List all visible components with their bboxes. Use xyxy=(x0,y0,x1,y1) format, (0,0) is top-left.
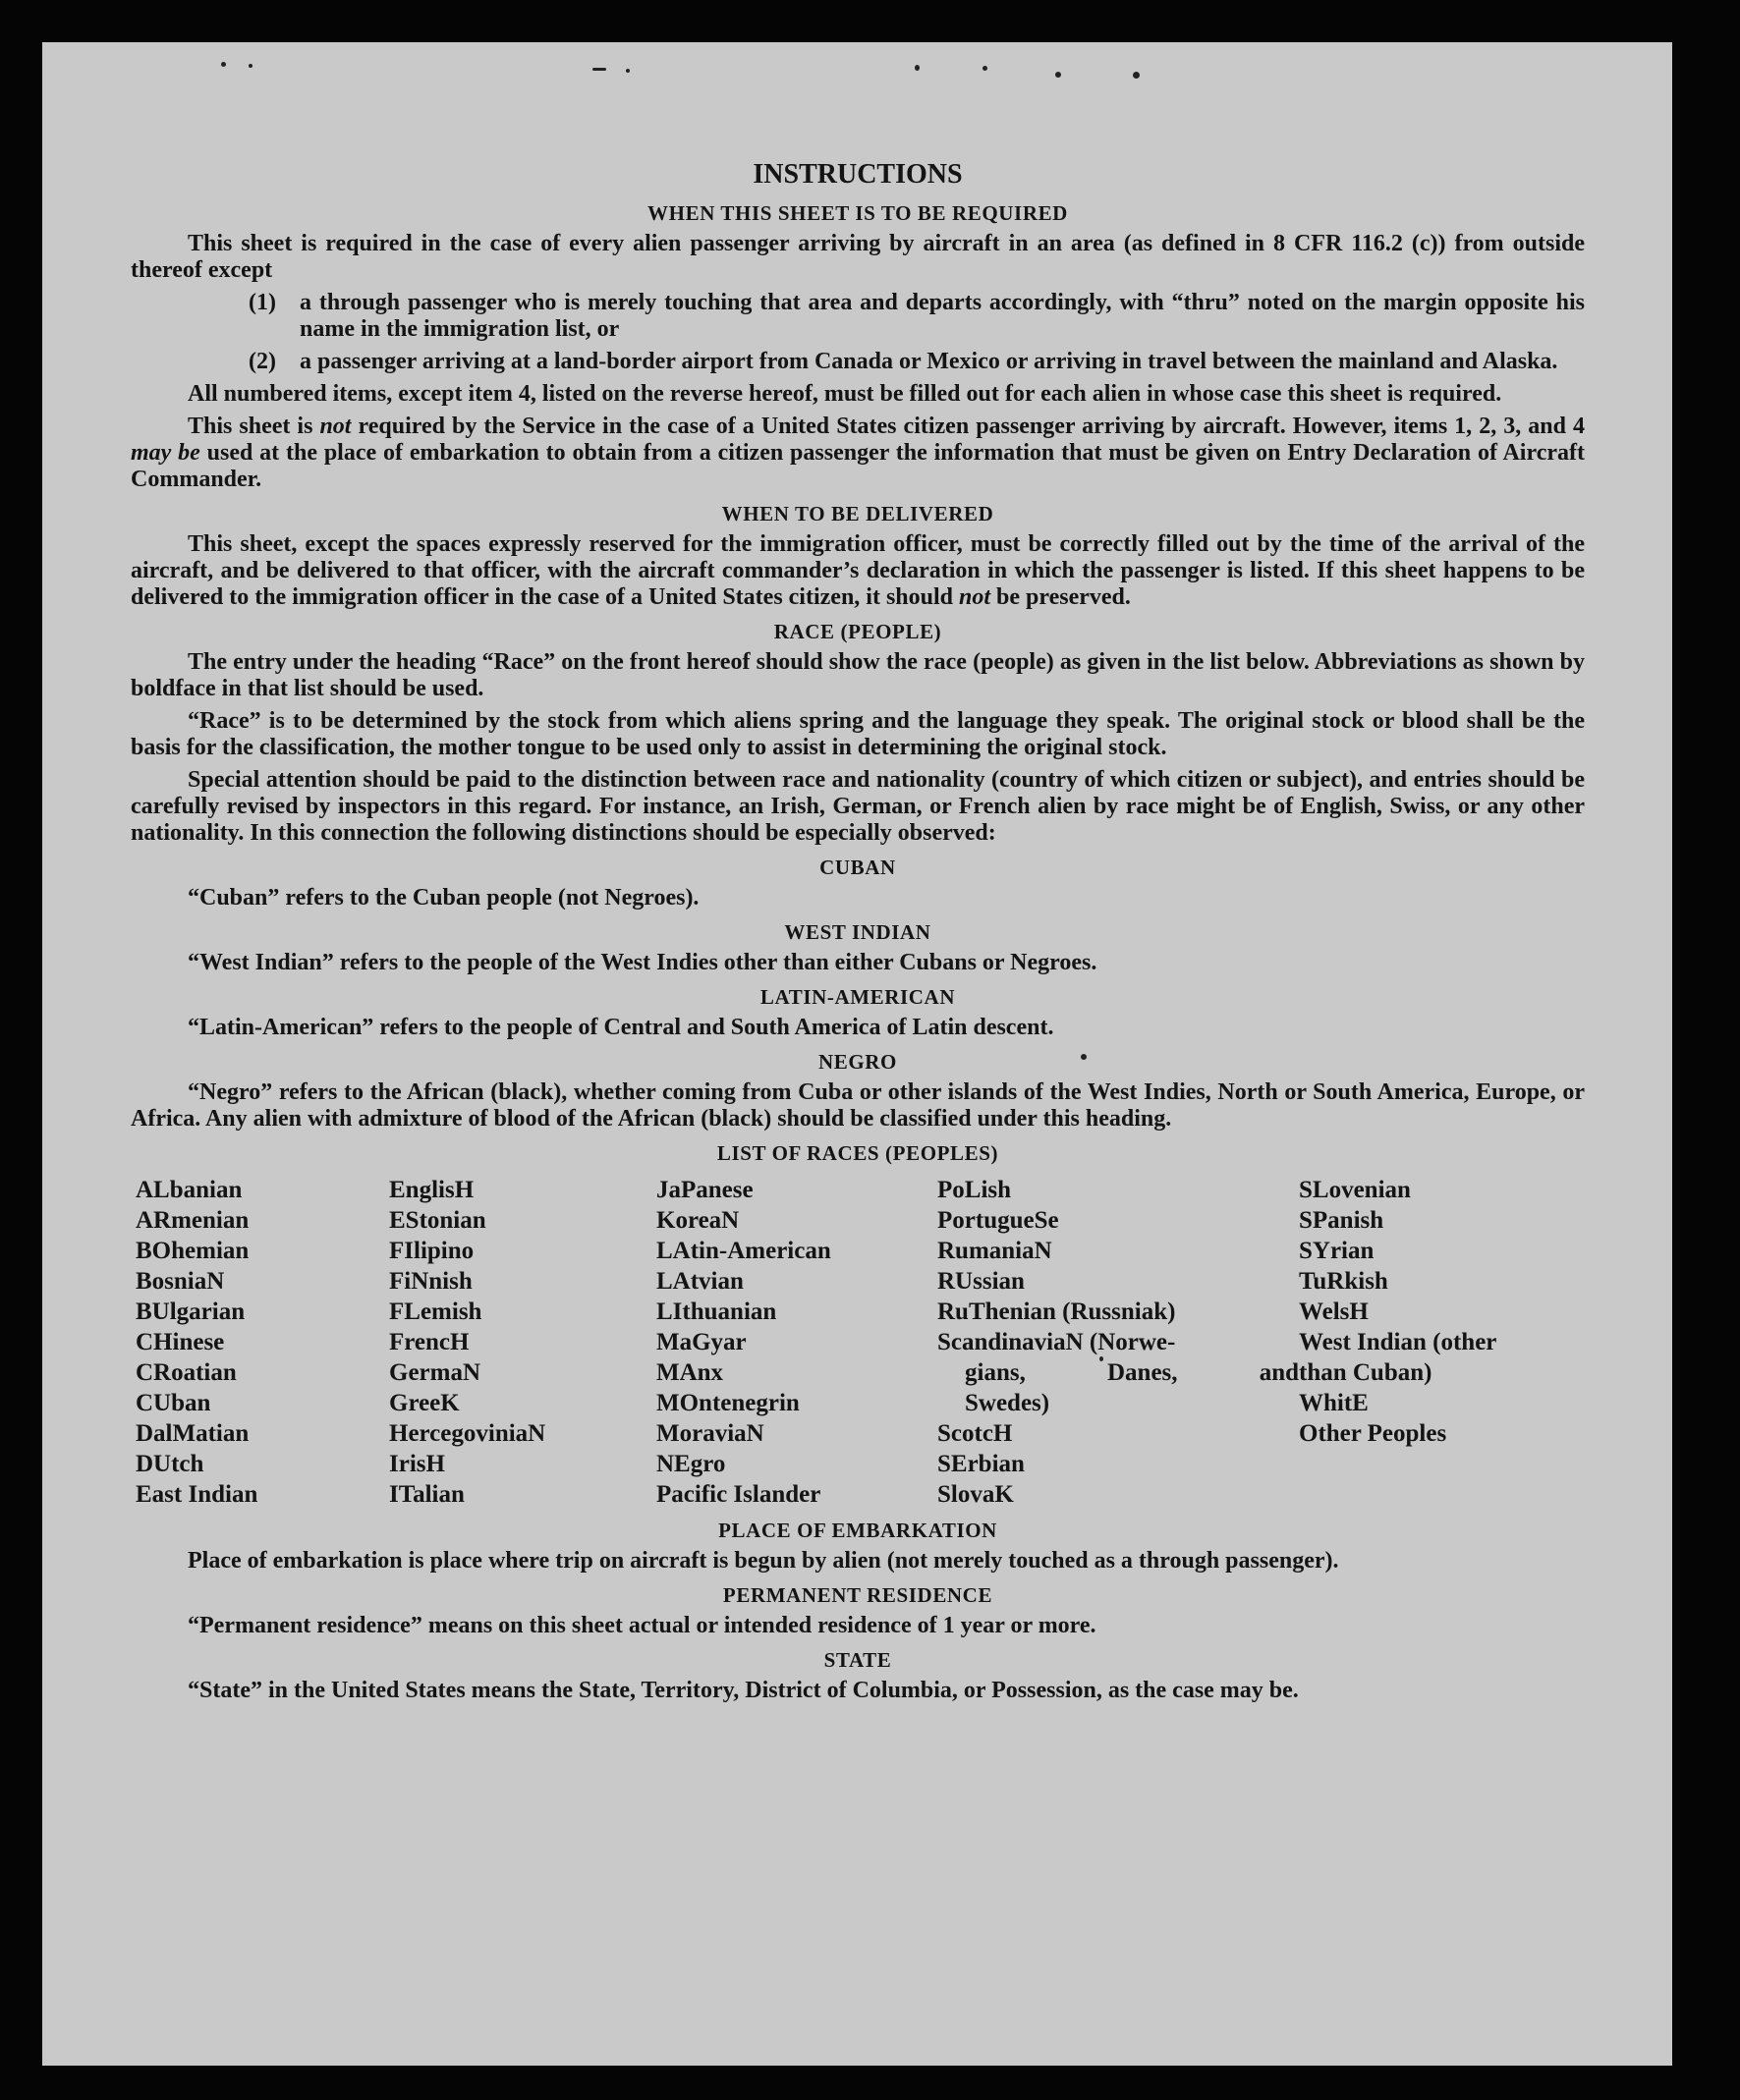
race-entry: JaPanese xyxy=(656,1177,754,1203)
definition: “Latin-American” refers to the people of Central and South America of Latin descent. xyxy=(188,1015,1054,1040)
race-entry: EStonian xyxy=(389,1207,486,1234)
race-entry: ITalian xyxy=(389,1481,465,1508)
instructions-content xyxy=(131,116,1585,1710)
race-entry: LAtvian xyxy=(656,1268,744,1295)
race-entry: MAnx xyxy=(656,1359,724,1386)
race-entry: WhitE xyxy=(1299,1390,1369,1416)
paragraph xyxy=(131,414,1585,493)
heading-negro: NEGRO xyxy=(817,1050,897,1074)
race-column xyxy=(656,1175,937,1510)
race-entry: NEgro xyxy=(656,1451,726,1477)
paragraph: “Negro” refers to the African (black), whether coming from Cuba or other islands of the West Indies, North or South America, Europe, or Africa. Any alien with admixture of blood of the African (black) should be classified under this heading. xyxy=(131,1079,1585,1132)
race-entry: WelsH xyxy=(1299,1299,1369,1325)
race-entry: SYrian xyxy=(1299,1238,1375,1264)
race-entry: GreeK xyxy=(389,1390,460,1416)
speck xyxy=(982,66,987,71)
exception-item xyxy=(249,349,1585,375)
race-column xyxy=(136,1175,389,1510)
race-entry: FIlipino xyxy=(389,1238,475,1264)
heading-when-delivered: WHEN TO BE DELIVERED xyxy=(721,502,994,525)
definition: “Permanent residence” means on this sheet actual or intended residence of 1 year or more. xyxy=(188,1613,1096,1638)
race-entry: CHinese xyxy=(136,1329,225,1355)
emphasis: not xyxy=(319,414,352,439)
exception-item xyxy=(249,290,1585,343)
heading-cuban: CUBAN xyxy=(819,856,896,879)
race-column xyxy=(1299,1175,1590,1510)
item-text: a through passenger who is merely touching that area and departs accordingly, with “thru” noted on the margin opposite his name in the immigration list, or xyxy=(300,290,1585,342)
race-entry-continued: than Cuban) xyxy=(1299,1359,1432,1386)
text-run: be preserved. xyxy=(990,584,1131,610)
race-entry: FiNnish xyxy=(389,1268,473,1295)
paragraph: All numbered items, except item 4, listed on the reverse hereof, must be filled out for each alien in whose case this sheet is required. xyxy=(188,381,1502,407)
race-entry: PoLish xyxy=(937,1177,1012,1203)
race-column xyxy=(389,1175,656,1510)
race-entry: CRoatian xyxy=(136,1359,237,1386)
race-entry: BUlgarian xyxy=(136,1299,246,1325)
race-entry: GermaN xyxy=(389,1359,481,1386)
paragraph: This sheet is required in the case of every alien passenger arriving by aircraft in an area (as defined in 8 CFR 116.2 (c)) from outside thereof except xyxy=(131,231,1585,283)
race-entry: BOhemian xyxy=(136,1238,250,1264)
race-entry: LAtin-American xyxy=(656,1238,831,1264)
document-page xyxy=(42,42,1672,2066)
race-entry: ScandinaviaN (Norwe- xyxy=(937,1329,1176,1355)
speck xyxy=(221,62,226,67)
heading-state: STATE xyxy=(823,1648,892,1672)
race-entry: East Indian xyxy=(136,1481,258,1508)
race-entry: Other Peoples xyxy=(1299,1420,1447,1447)
race-entry: LIthuanian xyxy=(656,1299,777,1325)
race-entry-continued: gians, Danes, and xyxy=(965,1359,1299,1386)
race-entry: IrisH xyxy=(389,1451,445,1477)
text-run: The entry under the heading “Race” on the front hereof should show the race (people) as given in the list below. Abbreviations as shown by xyxy=(188,649,1585,675)
race-entry: ARmenian xyxy=(136,1207,250,1234)
race-entry: SLovenian xyxy=(1299,1177,1411,1203)
race-entry: PortugueSe xyxy=(937,1207,1059,1234)
heading-latin-american: LATIN-AMERICAN xyxy=(759,985,956,1009)
race-entry: RuThenian (Russniak) xyxy=(937,1299,1176,1325)
race-entry: HercegoviniaN xyxy=(389,1420,546,1447)
item-number: (2) xyxy=(249,349,276,374)
race-entry: BosniaN xyxy=(136,1268,225,1295)
race-entry-continued: Swedes) xyxy=(965,1390,1050,1416)
text-run: used at the place of embarkation to obtain from a citizen passenger the information that must be given on Entry Declaration of Aircraft Commander. xyxy=(131,440,1585,492)
race-entry: SlovaK xyxy=(937,1481,1014,1508)
item-text: a passenger arriving at a land-border airport from Canada or Mexico or arriving in travel between the mainland and Alaska. xyxy=(300,349,1558,374)
paragraph: Place of embarkation is place where trip on aircraft is begun by alien (not merely touched as a through passenger). xyxy=(188,1548,1339,1574)
heading-when-required: WHEN THIS SHEET IS TO BE REQUIRED xyxy=(647,201,1068,225)
speck xyxy=(1133,72,1140,79)
race-entry: MaGyar xyxy=(656,1329,747,1355)
race-entry: Pacific Islander xyxy=(656,1481,821,1508)
race-list xyxy=(136,1175,1585,1510)
speck xyxy=(626,69,630,73)
heading-list-of-races: LIST OF RACES (PEOPLES) xyxy=(716,1141,999,1165)
heading-west-indian: WEST INDIAN xyxy=(784,920,931,944)
paragraph: “State” in the United States means the State, Territory, District of Columbia, or Possession, as the case may be. xyxy=(188,1678,1299,1703)
race-entry: MoraviaN xyxy=(656,1420,764,1447)
paragraph: Special attention should be paid to the distinction between race and nationality (country of which citizen or subject), and entries should be carefully revised by inspectors in this regard. For instance, an Irish, German, or French alien by race might be of English, Swiss, or any other nationality. In this connection the following distinctions should be especially observed: xyxy=(131,767,1585,846)
boldface-word: boldface xyxy=(131,676,216,701)
race-entry: TuRkish xyxy=(1299,1268,1388,1295)
speck xyxy=(1055,72,1061,78)
paragraph xyxy=(131,531,1585,611)
page-title: INSTRUCTIONS xyxy=(753,159,963,190)
item-number: (1) xyxy=(249,290,276,315)
race-entry: FLemish xyxy=(389,1299,482,1325)
race-entry: SPanish xyxy=(1299,1207,1384,1234)
text-run: This sheet is xyxy=(188,414,320,439)
race-entry: ScotcH xyxy=(937,1420,1013,1447)
text-run: required by the Service in the case of a United States citizen passenger arriving by aircraft. However, items 1, 2, 3, and 4 xyxy=(351,414,1585,439)
race-entry: ALbanian xyxy=(136,1177,243,1203)
text-run: in that list should be used. xyxy=(215,676,484,701)
emphasis: may be xyxy=(131,440,200,466)
race-entry: West Indian (other xyxy=(1299,1329,1497,1355)
definition: “Cuban” refers to the Cuban people (not Negroes). xyxy=(188,885,700,911)
race-entry: FrencH xyxy=(389,1329,470,1355)
paragraph: “Race” is to be determined by the stock from which aliens spring and the language they speak. The original stock or blood shall be the basis for the classification, the mother tongue to be used only to assist in determining the original stock. xyxy=(131,708,1585,760)
race-column xyxy=(937,1175,1299,1510)
race-entry: SErbian xyxy=(937,1451,1025,1477)
race-entry: RUssian xyxy=(937,1268,1025,1295)
heading-race: RACE (PEOPLE) xyxy=(773,620,942,643)
race-entry: CUban xyxy=(136,1390,211,1416)
speck xyxy=(915,65,920,71)
race-entry: EnglisH xyxy=(389,1177,475,1203)
heading-embarkation: PLACE OF EMBARKATION xyxy=(718,1519,997,1542)
speck xyxy=(592,68,606,71)
race-entry: DUtch xyxy=(136,1451,204,1477)
speck xyxy=(249,64,253,68)
heading-permanent-residence: PERMANENT RESIDENCE xyxy=(722,1583,993,1607)
race-entry: RumaniaN xyxy=(937,1238,1052,1264)
emphasis: not xyxy=(959,584,991,610)
definition: “West Indian” refers to the people of the West Indies other than either Cubans or Negroes. xyxy=(188,950,1097,975)
race-entry: KoreaN xyxy=(656,1207,740,1234)
paragraph xyxy=(131,649,1585,702)
race-entry: DalMatian xyxy=(136,1420,250,1447)
text-run: This sheet, except the spaces expressly reserved for the immigration officer, must be correctly filled out by the time of the arrival of the aircraft, and be delivered to that officer, with the aircraft commander’s declaration in which the passenger is listed. If this sheet happens to be delivered to the immigration officer in the case of a United States citizen, it should xyxy=(131,531,1585,610)
race-entry: MOntenegrin xyxy=(656,1390,800,1416)
